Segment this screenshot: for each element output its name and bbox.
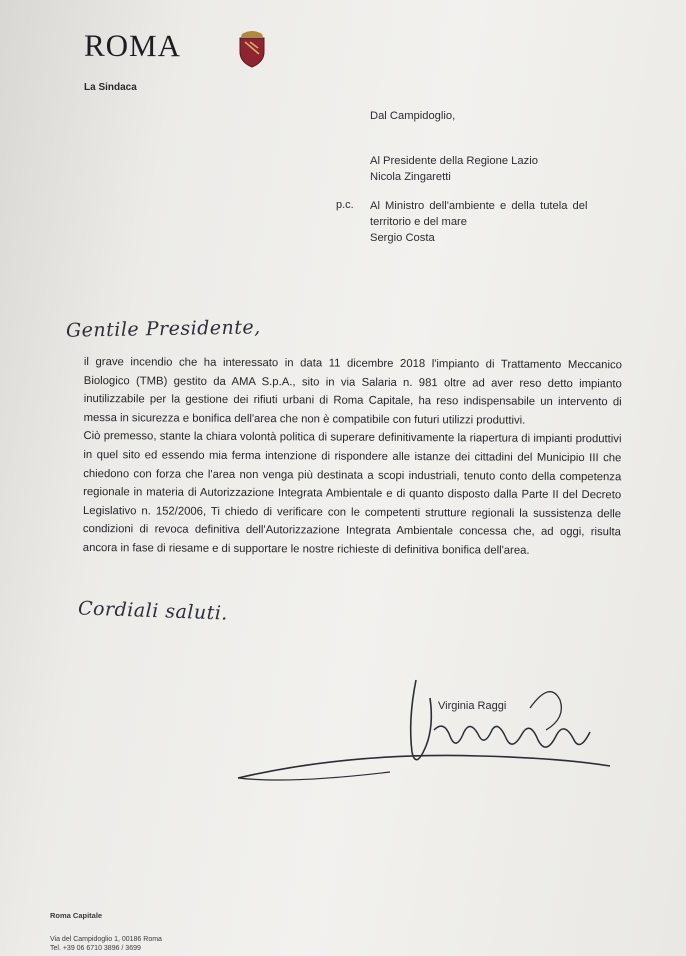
- footer-organization: Roma Capitale: [50, 911, 103, 920]
- cc-name: Sergio Costa: [370, 232, 435, 244]
- sender-place: Dal Campidoglio,: [370, 110, 456, 122]
- signature-icon: [230, 660, 620, 800]
- office-title: La Sindaca: [84, 82, 137, 93]
- handwritten-salutation: Gentile Presidente,: [65, 316, 261, 342]
- cc-title-line2: territorio e del mare: [370, 216, 467, 228]
- handwritten-closing: Cordiali saluti.: [77, 597, 229, 625]
- roma-logo-text: ROMA: [83, 27, 182, 64]
- cc-label: p.c.: [336, 199, 354, 211]
- footer-address: Via del Campidoglio 1, 00186 Roma: [50, 936, 162, 943]
- body-paragraph-1: il grave incendio che ha interessato in data 11 dicembre 2018 l'impianto di Trattamento Meccanico Biologico (TMB) gestito da AMA S.p.A., sito in via Salaria n. 981 oltre ad aver reso detto impianto inutilizzabile per la gestione dei rifiuti urbani di Roma Capitale, ha reso indispensabile un intervento di messa in sicurezza e bonifica dell'area che non è compatibile con futuri utilizzi produttivi.: [83, 355, 622, 427]
- recipient-name: Nicola Zingaretti: [370, 171, 451, 183]
- footer-phone: Tel. +39 06 6710 3896 / 3699: [50, 945, 141, 952]
- roma-crest-icon: [236, 28, 268, 68]
- body-paragraph-2: Ciò premesso, stante la chiara volontà politica di superare definitivamente la riapertura di impianti produttivi in quel sito ed essendo mia ferma intenzione di rispondere alle istanze dei cittadini del Municipio III che chiedono con forza che l'area non venga più destinata a scopi industriali, tenuto conto della competenza regionale in materia di Autorizzazione Integrata Ambientale e di quanto disposto dalla Parte II del Decreto Legislativo n. 152/2006, Ti chiedo di verificare con le competenti strutture regionali la sussistenza delle condizioni di revoca definitiva dell'Autorizzazione Integrata Ambientale concessa che, ad oggi, risulta ancora in fase di riesame e di supportare le nostre richieste di definitiva bonifica dell'area.: [82, 430, 622, 557]
- cc-title-line1: Al Ministro dell'ambiente e della tutela del: [370, 200, 588, 212]
- recipient-title: Al Presidente della Regione Lazio: [370, 155, 538, 167]
- letter-body: [83, 353, 622, 561]
- signer-name: Virginia Raggi: [438, 700, 507, 712]
